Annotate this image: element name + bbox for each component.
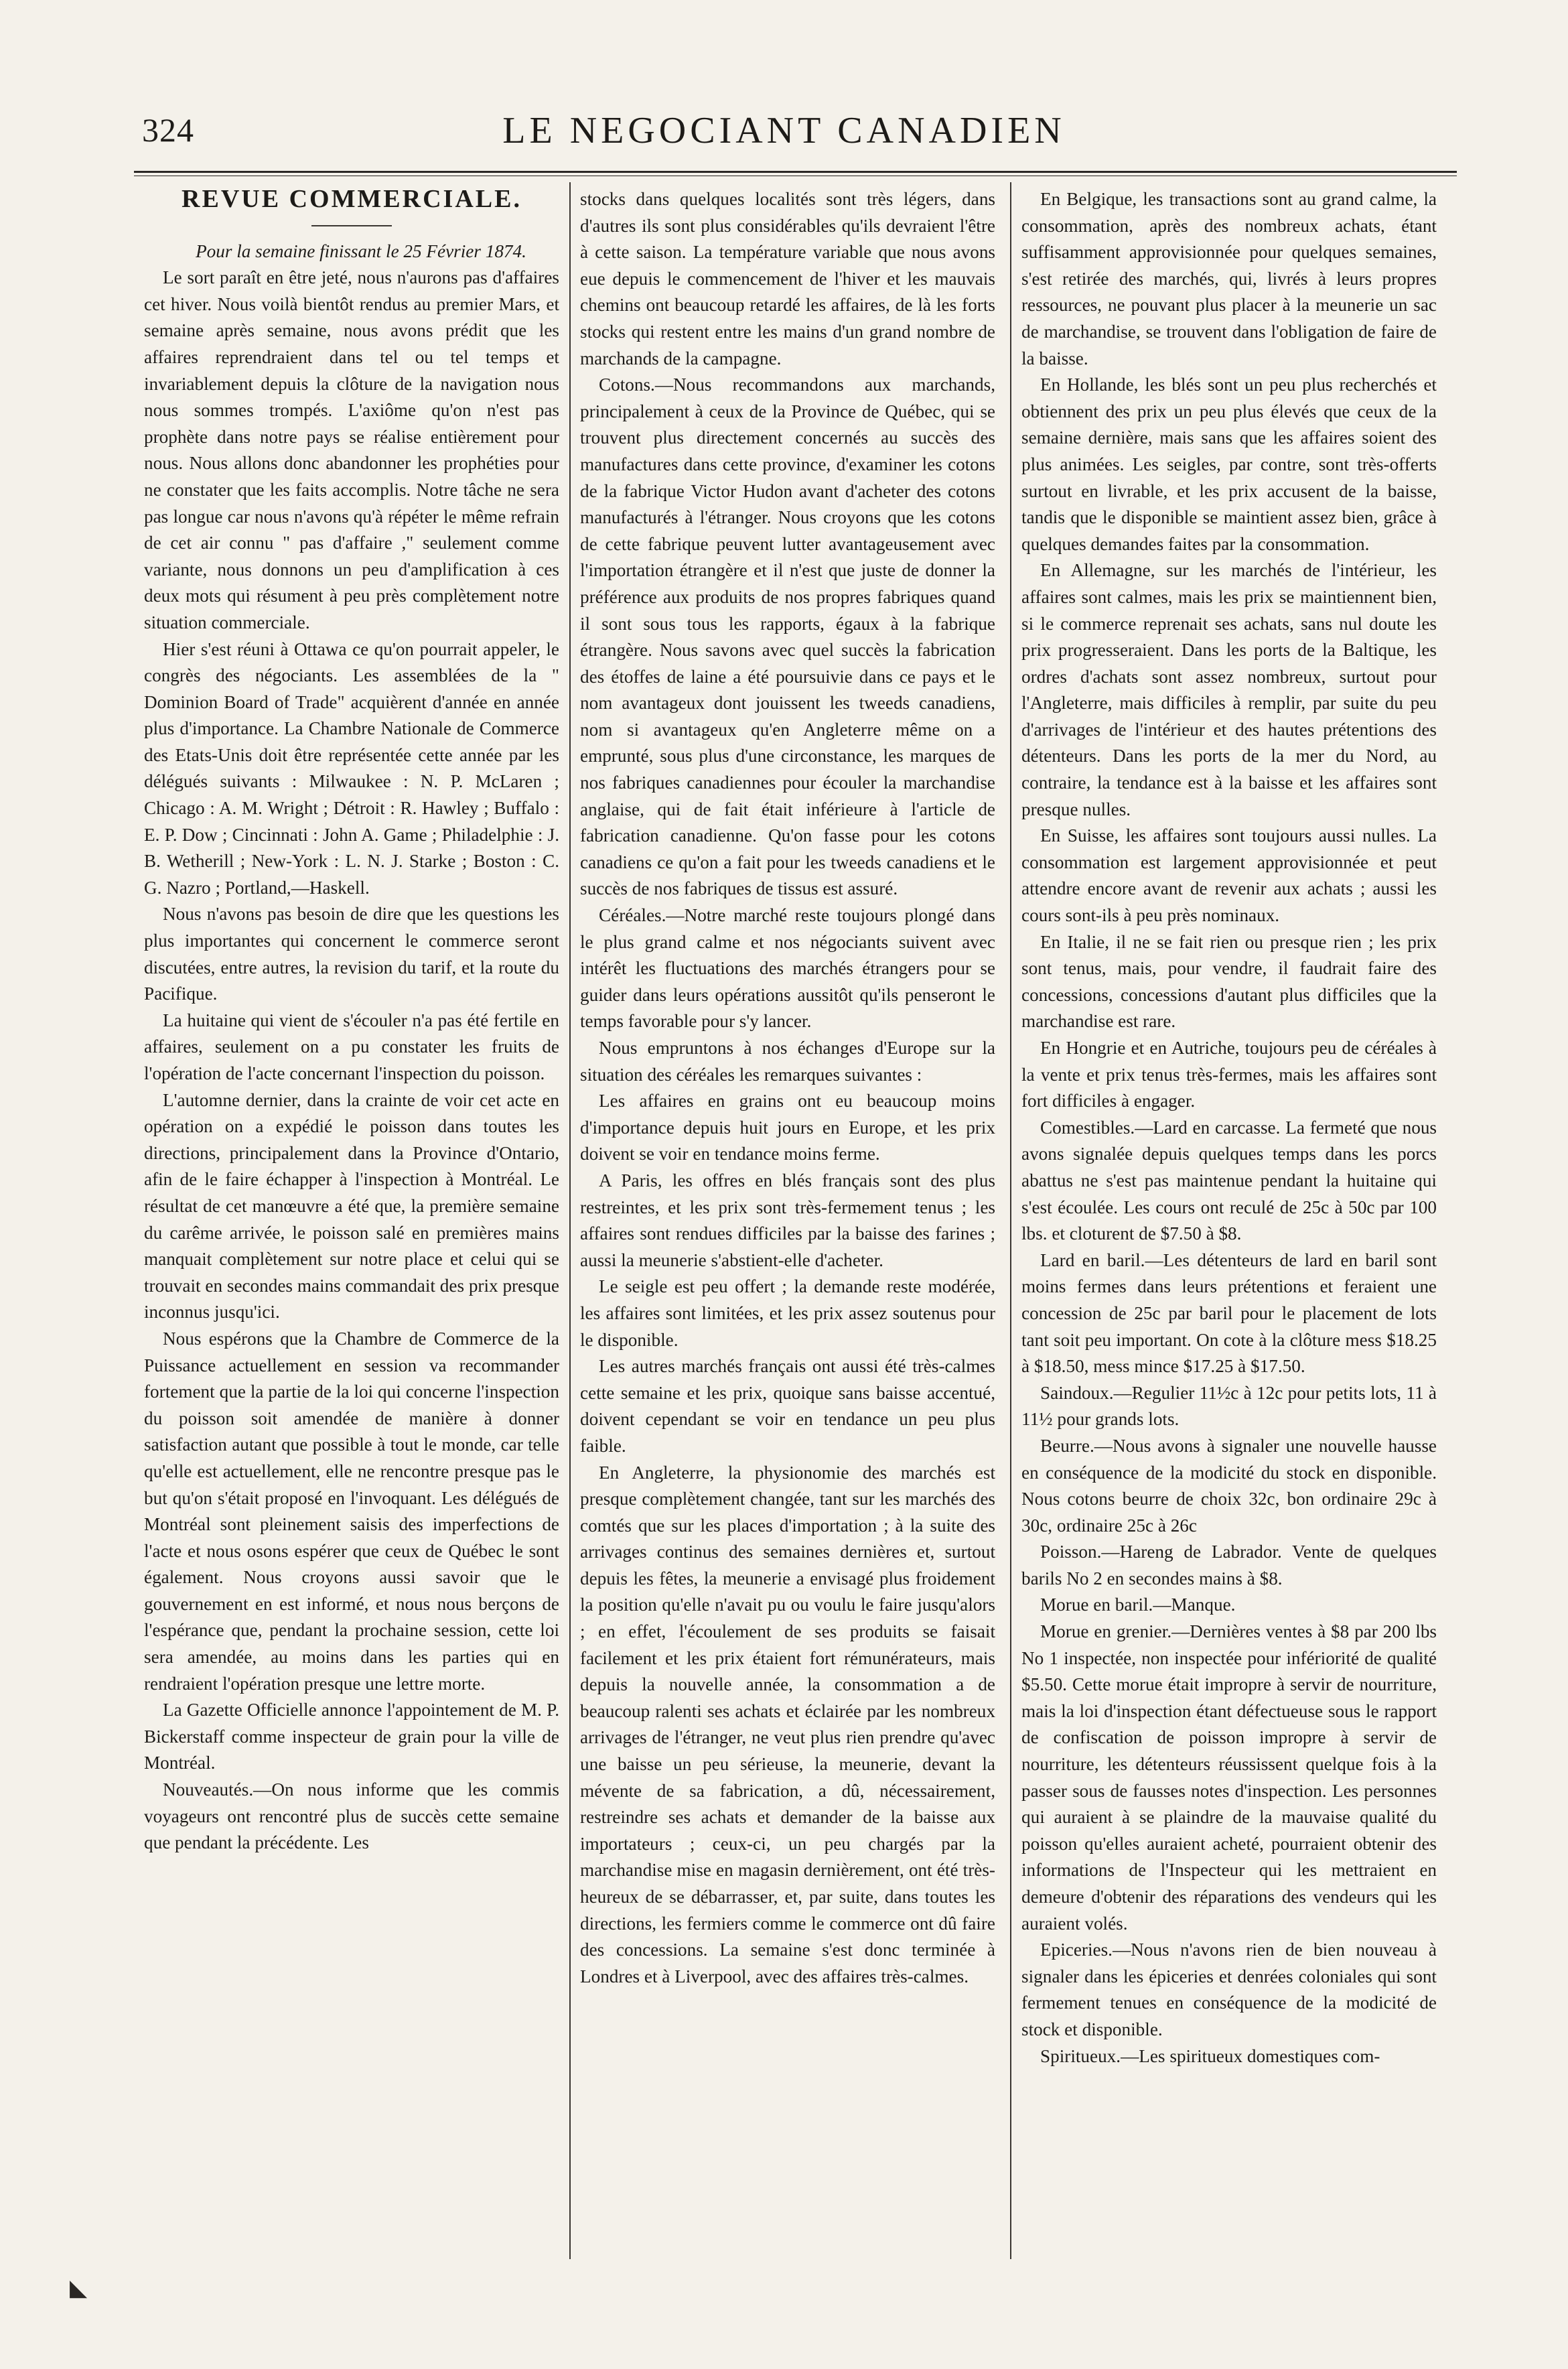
paragraph: Le sort paraît en être jeté, nous n'aurons pas d'affaires cet hiver. Nous voilà bientôt rendus au premier Mars, et semaine après semaine, nous avons prédit que les affaires reprendraient dans tel ou tel temps et invariablement depuis la clôture de la navigation nous nous sommes trompés. L'axiôme qu'on n'est pas prophète dans notre pays se réalise entièrement pour nous. Nous allons donc abandonner les prophéties pour ne constater que les faits accomplis. Notre tâche ne sera pas longue car nous n'avons qu'à répéter le même refrain de cet air connu " pas d'affaire ," seulement comme variante, nous donnons un peu d'amplification à ces deux mots qui résument à peu près complètement notre situation commerciale. [144, 267, 559, 632]
dateline: Pour la semaine finissant le 25 Février 1874. [196, 241, 526, 261]
paragraph: Céréales.—Notre marché reste toujours plongé dans le plus grand calme et nos négociants suivent avec intérêt les fluctuations des marchés étrangers pour se guider dans leurs opérations aussitôt qu'ils penseront le temps favorable pour s'y lancer. [580, 905, 995, 1032]
column-divider [1010, 182, 1011, 2259]
page-header [0, 0, 1568, 174]
corner-mark: ◣ [70, 2276, 88, 2301]
paragraph: En Hongrie et en Autriche, toujours peu de céréales à la vente et prix tenus très-fermes, mais les affaires sont fort difficiles à engager. [1021, 1038, 1437, 1111]
paragraph: En Belgique, les transactions sont au grand calme, la consommation, après des nombreux achats, étant suffisamment approvisionnée pour quelques semaines, s'est retirée des marchés, qui, livrés à leurs propres ressources, ne pouvant plus placer à la meunerie un sac de marchandise, se trouvent dans l'obligation de faire de la baisse. [1021, 189, 1437, 368]
paragraph: Saindoux.—Regulier 11½c à 12c pour petits lots, 11 à 11½ pour grands lots. [1021, 1382, 1437, 1430]
section-heading: REVUE COMMERCIALE. [182, 186, 522, 213]
paragraph: La Gazette Officielle annonce l'appointement de M. P. Bickerstaff comme inspecteur de grain pour la ville de Montréal. [144, 1700, 559, 1773]
paragraph: Nous n'avons pas besoin de dire que les questions les plus importantes qui concernent le commerce seront discutées, entre autres, la revision du tarif, et la route du Pacifique. [144, 904, 559, 1004]
paragraph: Epiceries.—Nous n'avons rien de bien nouveau à signaler dans les épiceries et denrées coloniales qui sont fermement tenues en conséquence de la modicité de stock et disponible. [1021, 1940, 1437, 2039]
column-1 [144, 186, 559, 2250]
paragraph: Lard en baril.—Les détenteurs de lard en baril sont moins fermes dans leurs prétentions et feraient une concession de 25c par baril pour le placement de lots tant soit peu important. On cote à la clôture mess $18.25 à $18.50, mess mince $17.25 à $17.50. [1021, 1249, 1437, 1377]
paragraph: Cotons.—Nous recommandons aux marchands, principalement à ceux de la Province de Québec, qui se trouvent plus directement concernés au succès des manufactures dans cette province, d'examiner les cotons de la fabrique Victor Hudon avant d'acheter des cotons manufacturés à l'étranger. Nous croyons que les cotons de cette fabrique peuvent lutter avantageusement avec l'importation étrangère et il n'est que juste de donner la préférence aux produits de nos propres fabriques quand il sont sous tous les rapports, égaux à la fabrique étrangère. Nous savons avec quel succès la fabrication des étoffes de laine a été poursuivie dans ce pays et le nom avantageux dont jouissent les tweeds canadiens, nom si avantageux qu'en Angleterre même on a emprunté, sous plus d'une circonstance, les marques de nos fabriques canadiennes pour écouler la marchandise anglaise, qui de fait était inférieure à l'article de fabrication canadienne. Qu'on fasse pour les cotons canadiens ce qu'on a fait pour les tweeds canadiens et le succès de nos fabriques de tissus est assuré. [580, 375, 995, 899]
paragraph: Hier s'est réuni à Ottawa ce qu'on pourrait appeler, le congrès des négociants. Les assemblées de la " Dominion Board of Trade" acquièrent d'année en année plus d'importance. La Chambre Nationale de Commerce des Etats-Unis doit être représentée cette année par les délégués suivants : Milwaukee : N. P. McLaren ; Chicago : A. M. Wright ; Détroit : R. Hawley ; Buffalo : E. P. Dow ; Cincinnati : John A. Game ; Philadelphie : J. B. Wetherill ; New-York : L. N. J. Starke ; Boston : C. G. Nazro ; Portland,—Haskell. [144, 638, 559, 898]
paragraph: En Angleterre, la physionomie des marchés est presque complètement changée, tant sur les marchés des comtés que sur les places d'importation ; à la suite des arrivages continus des semaines dernières et, surtout depuis les fêtes, la meunerie a envisagé plus froidement la position qu'elle n'avait pu ou voulu le faire jusqu'alors ; en effet, l'écoulement de ses produits se faisait facilement et les prix étaient fort rémunérateurs, mais depuis la nouvelle année, la consommation a de beaucoup ralenti ses achats et éclairée par les nombreux arrivages de l'étranger, ne veut plus rien prendre qu'avec une baisse un peu sérieuse, la meunerie, devant la mévente de sa fabrication, a dû, nécessairement, restreindre ses achats et demander de la baisse aux importateurs ; ceux-ci, un peu chargés par la marchandise mise en magasin dernièrement, ont été très-heureux de se débarrasser, et, par suite, dans toutes les directions, les fermiers comme le commerce ont dû faire des concessions. La semaine s'est donc terminée à Londres et à Liverpool, avec des affaires très-calmes. [580, 1462, 995, 1986]
paragraph: En Suisse, les affaires sont toujours aussi nulles. La consommation est largement approvisionnée et peut attendre encore avant de revenir aux achats ; aussi les cours sont-ils à peu près nominaux. [1021, 825, 1437, 926]
paragraph: Morue en grenier.—Dernières ventes à $8 par 200 lbs No 1 inspectée, non inspectée pour infériorité de qualité $5.50. Cette morue était impropre à servir de nourriture, mais la loi d'inspection étant défectueuse sous le rapport de confiscation de poisson impropre à servir de nourriture, les détenteurs réussissent quelque fois à la passer sous de fausses notes d'inspection. Les personnes qui auraient à se plaindre de la mauvaise qualité du poisson qu'elles auraient acheté, pourraient obtenir des informations de l'Inspecteur qui les mettraient en demeure d'obtenir des réparations des vendeurs qui les auraient volés. [1021, 1621, 1437, 1934]
paragraph: Morue en baril.—Manque. [1040, 1595, 1236, 1615]
paragraph: En Italie, il ne se fait rien ou presque rien ; les prix sont tenus, mais, pour vendre, il faudrait faire des concessions, concessions d'autant plus difficiles que la marchandise est rare. [1021, 931, 1437, 1032]
paragraph: Comestibles.—Lard en carcasse. La fermeté que nous avons signalée depuis quelques temps dans les porcs abattus ne s'est pas maintenue pendant la huitaine qui s'est écoulée. Les cours ont reculé de 25c à 50c par 100 lbs. et cloturent de $7.50 à $8. [1021, 1117, 1437, 1244]
paragraph: Beurre.—Nous avons à signaler une nouvelle hausse en conséquence de la modicité du stock en disponible. Nous cotons beurre de choix 32c, bon ordinaire 29c à 30c, ordinaire 25c à 26c [1021, 1435, 1437, 1536]
paragraph: Nous empruntons à nos échanges d'Europe sur la situation des céréales les remarques suivantes : [580, 1038, 995, 1085]
heading-rule [311, 225, 392, 226]
journal-title: LE NEGOCIANT CANADIEN [502, 110, 1066, 151]
paragraph: En Allemagne, sur les marchés de l'intérieur, les affaires sont calmes, mais les prix se maintiennent bien, si le commerce reprenait ses achats, sans nul doute les prix progresseraient. Dans les ports de la Baltique, les ordres d'achats sont assez nombreux, surtout pour l'Angleterre, mais difficiles à remplir, par suite du peu d'arrivages de l'intérieur et des hautes prétentions des détenteurs. Dans les ports de la mer du Nord, au contraire, la tendance est à la baisse et les affaires sont presque nulles. [1021, 560, 1437, 819]
column-divider [569, 182, 571, 2259]
paragraph: Spiritueux.—Les spiritueux domestiques com- [1040, 2045, 1380, 2066]
paragraph: En Hollande, les blés sont un peu plus recherchés et obtiennent des prix un peu plus élevés que ceux de la semaine dernière, mais sans que les affaires soient des plus animées. Les seigles, par contre, sont très-offerts surtout en livrable, et les prix accusent de la baisse, tandis que le disponible se maintient assez bien, grâce à quelques demandes faites par la consommation. [1021, 375, 1437, 554]
page-number: 324 [142, 111, 194, 149]
paragraph: Nouveautés.—On nous informe que les commis voyageurs ont rencontré plus de succès cette semaine que pendant la précédente. Les [144, 1779, 559, 1853]
column-2 [580, 186, 995, 2250]
paragraph: Poisson.—Hareng de Labrador. Vente de quelques barils No 2 en secondes mains à $8. [1021, 1542, 1437, 1588]
column-3 [1021, 186, 1437, 2250]
paragraph: Les autres marchés français ont aussi été très-calmes cette semaine et les prix, quoique sans baisse accentué, doivent cependant se voir en tendance un peu plus faible. [580, 1356, 995, 1456]
paragraph: Nous espérons que la Chambre de Commerce de la Puissance actuellement en session va recommander fortement que la partie de la loi qui concerne l'inspection du poisson soit amendée de manière à donner satisfaction autant que possible à tout le monde, car telle qu'elle est actuellement, elle ne rencontre presque pas le but qu'on s'était proposé en l'invoquant. Les délégués de Montréal sont pleinement saisis des imperfections de l'acte et nous osons espérer que ceux de Québec le sont également. Nous croyons aussi savoir que le gouvernement en est informé, et nous nous berçons de l'espérance que, pendant la prochaine session, cette loi sera amendée, au moins dans les parties qui en rendraient l'opération presque une lettre morte. [144, 1328, 559, 1694]
paragraph: Les affaires en grains ont eu beaucoup moins d'importance depuis huit jours en Europe, et les prix doivent se voir en tendance moins ferme. [580, 1091, 995, 1164]
paragraph: L'automne dernier, dans la crainte de voir cet acte en opération on a expédié le poisson dans toutes les directions, principalement dans la Province d'Ontario, afin de le faire échapper à l'inspection à Montréal. Le résultat de cet manœuvre a été que, la première semaine du carême arrivée, le poisson salé en premières mains manquait complètement sur notre place et celui qui se trouvait en secondes mains commandait des prix presque inconnus jusqu'ici. [144, 1089, 559, 1323]
paragraph: La huitaine qui vient de s'écouler n'a pas été fertile en affaires, seulement on a pu constater les fruits de l'opération de l'acte concernant l'inspection du poisson. [144, 1010, 559, 1083]
paragraph: A Paris, les offres en blés français sont des plus restreintes, et les prix sont très-fermement tenus ; les affaires sont rendues difficiles par la baisse des farines ; aussi la meunerie s'abstient-elle d'acheter. [580, 1170, 995, 1270]
paragraph: Le seigle est peu offert ; la demande reste modérée, les affaires sont limitées, et les prix assez soutenus pour le disponible. [580, 1276, 995, 1350]
paragraph: stocks dans quelques localités sont très légers, dans d'autres ils sont plus considérables qu'ils devraient l'être à cette saison. La température variable que nous avons eue depuis le commencement de l'hiver et les mauvais chemins ont beaucoup retardé les affaires, de là les forts stocks qui restent entre les mains d'un grand nombre de marchands de la campagne. [580, 189, 995, 368]
header-rule [134, 171, 1457, 173]
